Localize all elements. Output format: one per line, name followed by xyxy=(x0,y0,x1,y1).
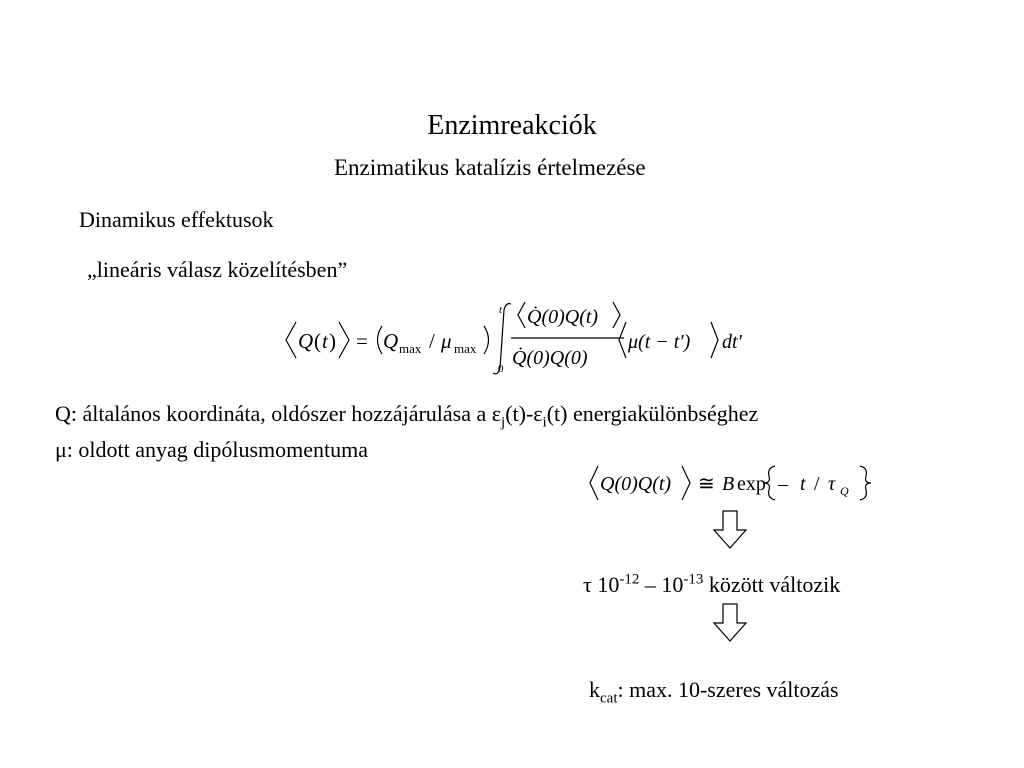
B-constant: B xyxy=(722,473,735,495)
angle-bracket-num-left xyxy=(518,302,525,328)
denominator: Q̇(0)Q(0) xyxy=(512,347,588,369)
angle-bracket-mu-right xyxy=(711,322,718,358)
epsilon-symbol: ε xyxy=(491,401,502,426)
t-variable: t xyxy=(800,473,806,495)
approximation-label: „lineáris válasz közelítésben” xyxy=(87,257,348,282)
angle-bracket-right xyxy=(339,322,349,358)
prefactor-Q-sub: max xyxy=(399,341,422,356)
brace-right xyxy=(860,466,871,500)
epsilon-symbol: ε xyxy=(533,401,543,426)
down-arrow-icon xyxy=(712,510,748,550)
differential: dt′ xyxy=(722,331,742,353)
equals-sign: = xyxy=(356,329,368,353)
svg-text:(: ( xyxy=(314,329,321,353)
definition-Q: Q: általános koordináta, oldószer hozzájárulása a $\varepsilon_j(t)-\varepsilon_i(t)$ energiakülönbséghez xyxy=(55,401,759,431)
lhs-Q: Q xyxy=(298,329,314,353)
kcat-result: $k_{cat}$: max. 10-szeres változás xyxy=(589,677,839,707)
approx-sign: ≅ xyxy=(698,473,715,495)
slide-subtitle: Enzimatikus katalízis értelmezése xyxy=(334,155,646,180)
angle-bracket-left xyxy=(590,466,598,500)
slide-title: Enzimreakciók xyxy=(427,110,597,141)
angle-bracket-mu-left xyxy=(619,322,626,358)
down-arrow-icon xyxy=(712,603,748,643)
correlation-formula xyxy=(584,458,884,508)
angle-bracket-num-right xyxy=(613,302,620,328)
tau-symbol: τ xyxy=(828,473,836,495)
prefactor-mu-sub: max xyxy=(454,341,477,356)
numerator: Q̇(0)Q(t) xyxy=(527,306,599,328)
paren-right xyxy=(484,326,489,354)
svg-text:): ) xyxy=(329,329,336,353)
prefactor-mu: μ xyxy=(441,329,452,353)
angle-bracket-right xyxy=(682,466,690,500)
lhs-t: t xyxy=(322,329,328,353)
tau-range-result: τ $10^{-12} - 10^{-13}$ között változik xyxy=(583,571,841,597)
integral-lower: 0 xyxy=(498,363,504,375)
slash: / xyxy=(814,473,820,495)
exp-function: exp xyxy=(737,473,766,495)
paren-left xyxy=(378,326,383,354)
prefactor-slash: / xyxy=(429,329,435,353)
definition-mu: μ: oldott anyag dipólusmomentuma xyxy=(55,437,369,462)
prefactor-Q: Q xyxy=(383,329,399,353)
section-heading: Dinamikus effektusok xyxy=(79,207,274,232)
tau-sub: Q xyxy=(840,484,849,498)
mu-term: μ(t − t′) xyxy=(628,331,691,353)
angle-bracket-left xyxy=(286,322,296,358)
linear-response-formula xyxy=(270,290,770,380)
minus-sign: – xyxy=(778,473,788,495)
lhs-correlation: Q(0)Q(t) xyxy=(600,473,672,495)
integral-upper: t xyxy=(499,304,503,316)
tau-symbol: τ xyxy=(583,572,592,597)
mu-symbol: μ xyxy=(55,437,67,462)
